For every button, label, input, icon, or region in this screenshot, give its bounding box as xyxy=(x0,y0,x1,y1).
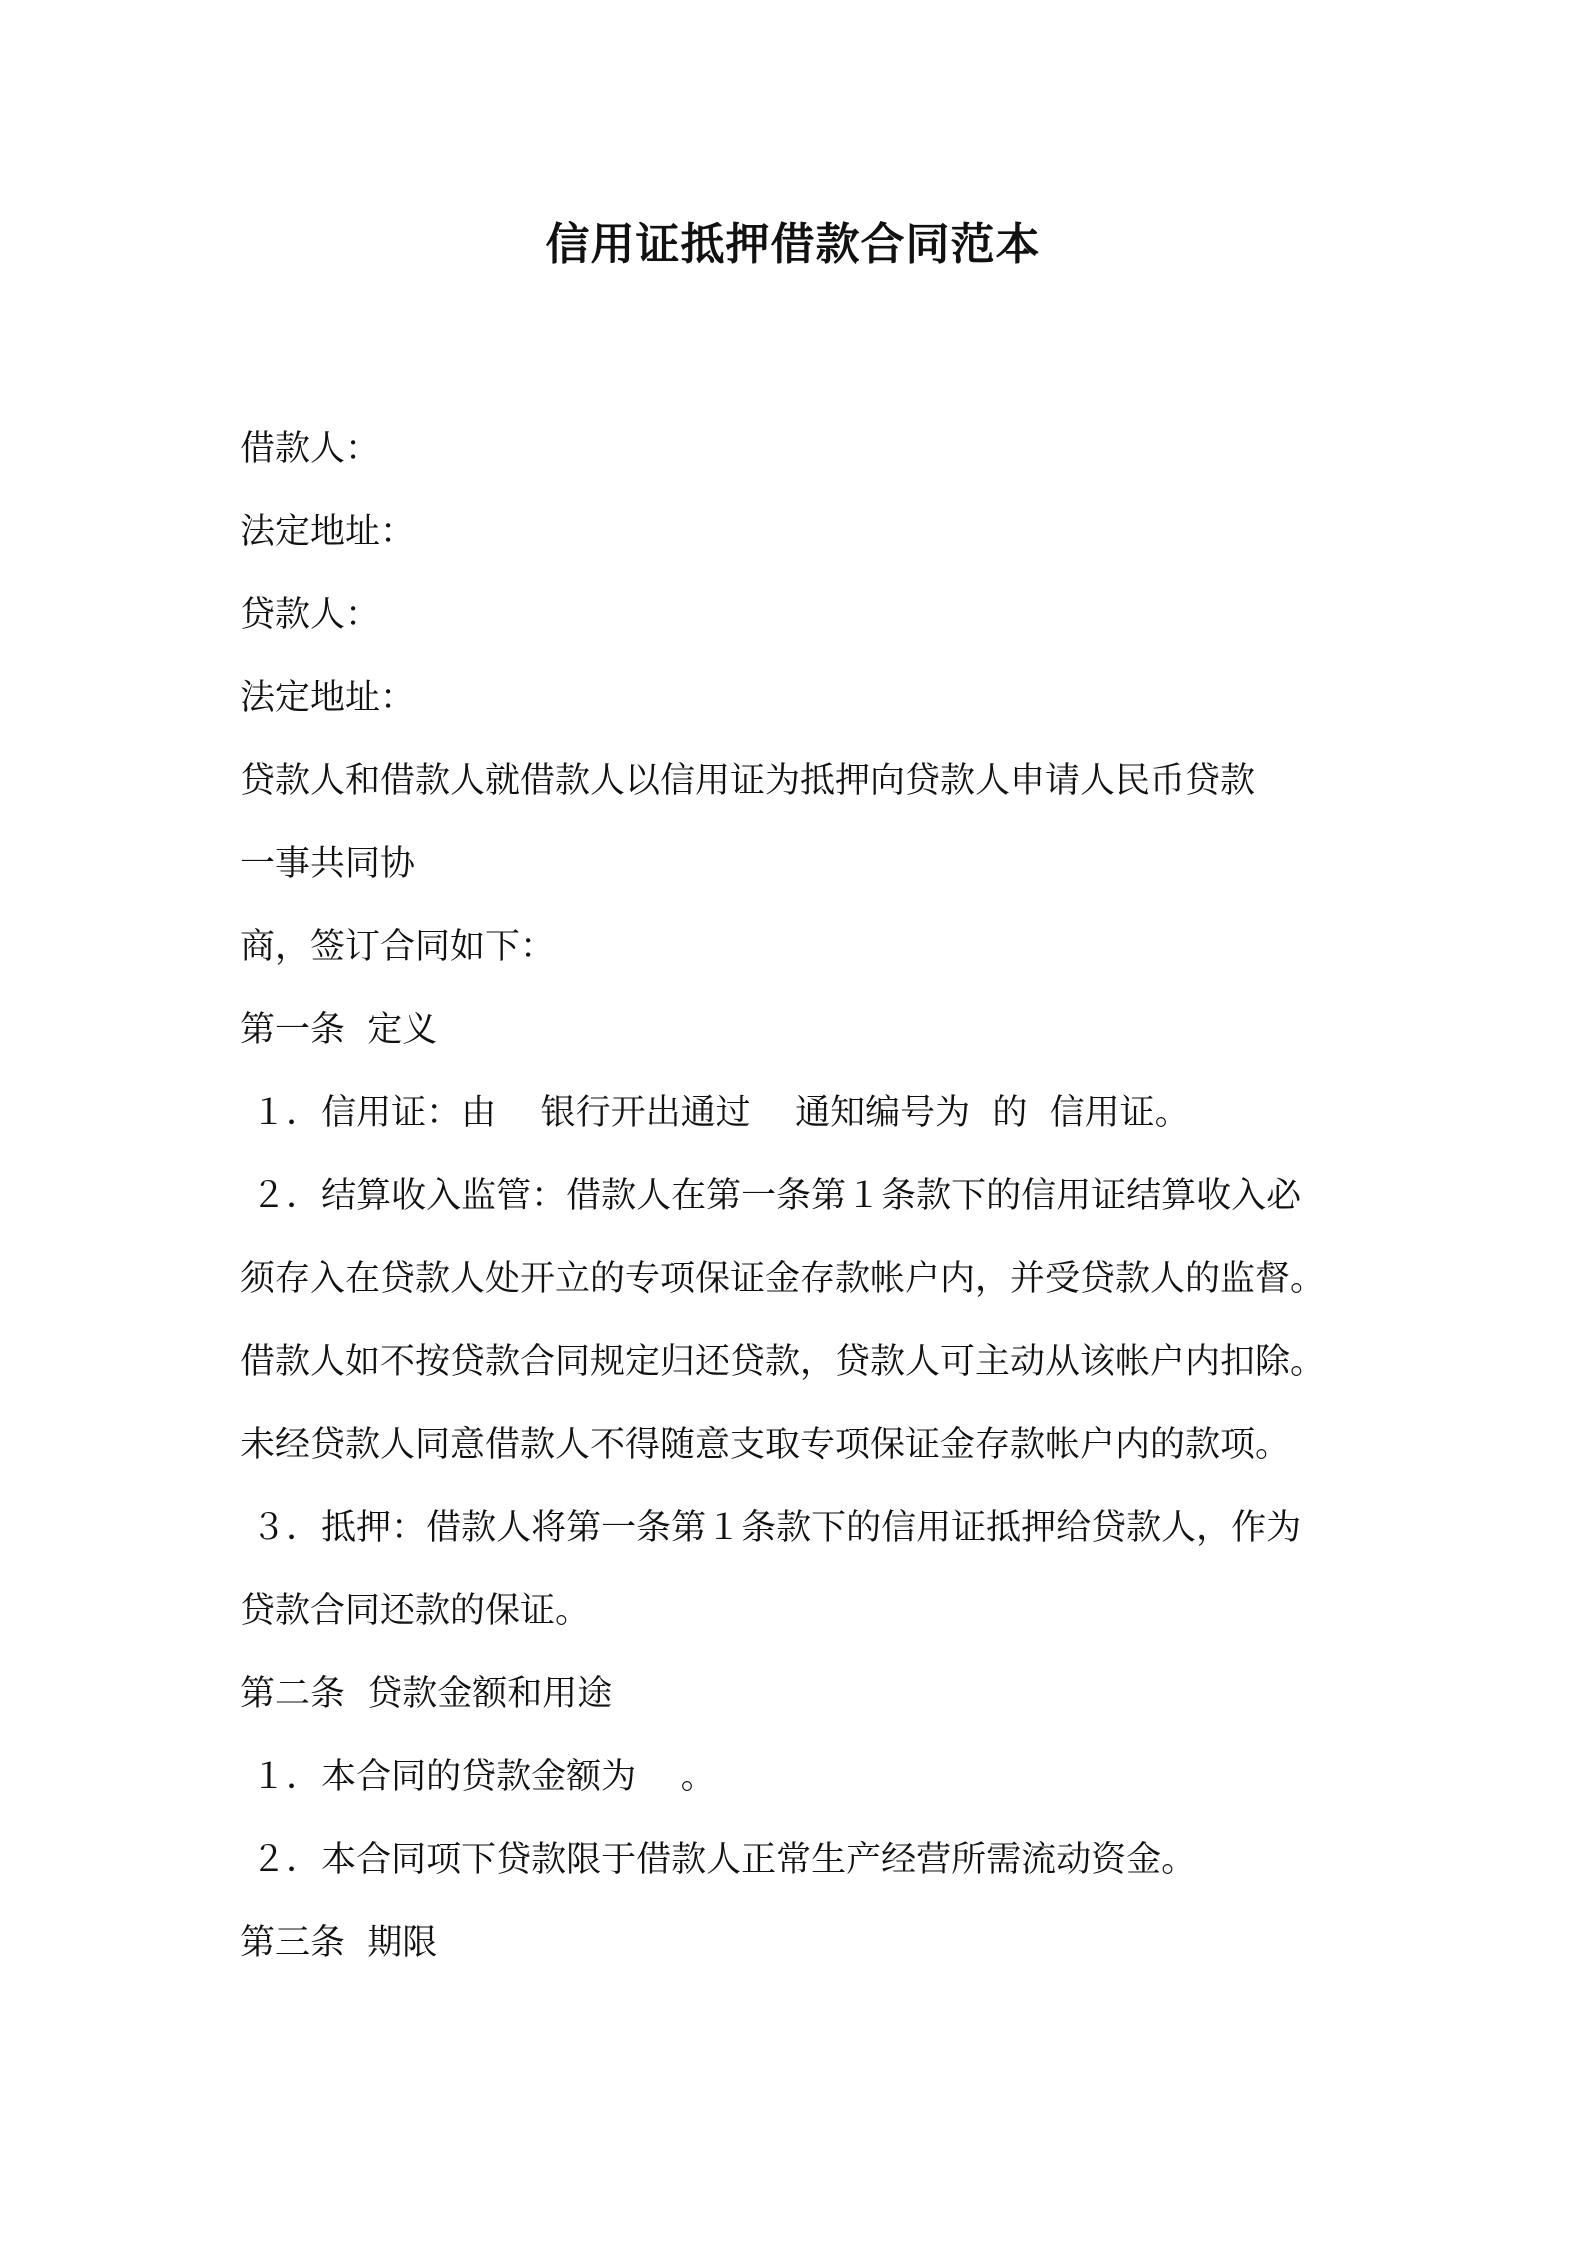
article-1-clause-2-line-2: 须存入在贷款人处开立的专项保证金存款帐户内，并受贷款人的监督。 xyxy=(240,1259,1326,1299)
borrower-label: 借款人： xyxy=(240,429,381,469)
article-2-clause-2: ２．本合同项下贷款限于借款人正常生产经营所需流动资金。 xyxy=(240,1840,1197,1880)
preamble-line-2: 一事共同协 xyxy=(240,844,416,884)
article-1-clause-1: １．信用证：由 银行开出通过 通知编号为 的 信用证。 xyxy=(240,1093,1190,1133)
preamble-line-1: 贷款人和借款人就借款人以信用证为抵押向贷款人申请人民币贷款 xyxy=(240,761,1256,801)
lender-address-label: 法定地址： xyxy=(240,678,416,718)
article-1-clause-2-line-1: ２．结算收入监管：借款人在第一条第１条款下的信用证结算收入必 xyxy=(240,1176,1302,1216)
article-1-clause-3-line-1: ３．抵押：借款人将第一条第１条款下的信用证抵押给贷款人，作为 xyxy=(240,1508,1302,1548)
article-1-heading: 第一条 定义 xyxy=(240,1010,438,1050)
borrower-address-label: 法定地址： xyxy=(240,512,416,552)
article-1-clause-2-line-4: 未经贷款人同意借款人不得随意支取专项保证金存款帐户内的款项。 xyxy=(240,1425,1291,1465)
document-title: 信用证抵押借款合同范本 xyxy=(545,219,1041,270)
article-1-clause-2-line-3: 借款人如不按贷款合同规定归还贷款，贷款人可主动从该帐户内扣除。 xyxy=(240,1342,1326,1382)
document-body xyxy=(240,408,1370,1985)
article-2-clause-1: １．本合同的贷款金额为 。 xyxy=(240,1757,716,1797)
article-2-heading: 第二条 贷款金额和用途 xyxy=(240,1674,613,1714)
lender-label: 贷款人： xyxy=(240,595,381,635)
article-1-clause-3-line-2: 贷款合同还款的保证。 xyxy=(240,1591,591,1631)
article-3-heading: 第三条 期限 xyxy=(240,1923,438,1963)
preamble-line-3: 商，签订合同如下： xyxy=(240,927,556,967)
